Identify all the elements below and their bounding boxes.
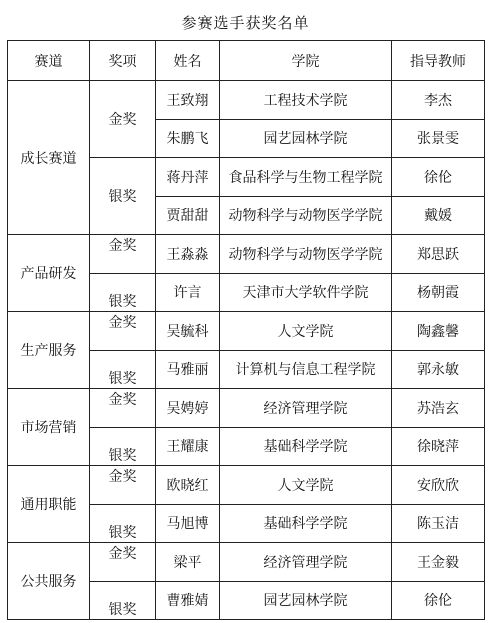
header-track: 赛道 [8, 41, 90, 81]
table-row [8, 312, 485, 351]
table-row [8, 543, 485, 582]
award-cell: 金奖 [90, 389, 156, 428]
track-cell: 生产服务 [8, 312, 90, 389]
name-cell: 王淼淼 [156, 235, 220, 274]
college-cell: 人文学院 [220, 466, 392, 505]
header-college: 学院 [220, 41, 392, 81]
award-cell: 银奖 [90, 581, 156, 620]
award-cell: 银奖 [90, 427, 156, 466]
header-advisor: 指导教师 [392, 41, 485, 81]
track-cell: 成长赛道 [8, 81, 90, 235]
name-cell: 梁平 [156, 543, 220, 582]
award-cell: 银奖 [90, 273, 156, 312]
table-row [8, 81, 485, 120]
college-cell: 经济管理学院 [220, 543, 392, 582]
college-cell: 园艺园林学院 [220, 119, 392, 158]
advisor-cell: 郑思跃 [392, 235, 485, 274]
college-cell: 经济管理学院 [220, 389, 392, 428]
college-cell: 工程技术学院 [220, 81, 392, 120]
award-cell: 银奖 [90, 504, 156, 543]
track-cell: 产品研发 [8, 235, 90, 312]
name-cell: 贾甜甜 [156, 196, 220, 235]
table-row [8, 235, 485, 274]
advisor-cell: 安欣欣 [392, 466, 485, 505]
table-row [8, 389, 485, 428]
college-cell: 食品科学与生物工程学院 [220, 158, 392, 197]
track-cell: 市场营销 [8, 389, 90, 466]
college-cell: 人文学院 [220, 312, 392, 351]
name-cell: 吴毓科 [156, 312, 220, 351]
advisor-cell: 王金毅 [392, 543, 485, 582]
advisor-cell: 徐伦 [392, 158, 485, 197]
header-row [8, 41, 485, 81]
table-row [8, 466, 485, 505]
award-cell: 金奖 [90, 81, 156, 158]
college-cell: 动物科学与动物医学学院 [220, 235, 392, 274]
advisor-cell: 杨朝霞 [392, 273, 485, 312]
award-cell: 银奖 [90, 350, 156, 389]
college-cell: 动物科学与动物医学学院 [220, 196, 392, 235]
name-cell: 曹雅婧 [156, 581, 220, 620]
page-title: 参赛选手获奖名单 [181, 14, 310, 32]
college-cell: 基础科学学院 [220, 427, 392, 466]
advisor-cell: 徐伦 [392, 581, 485, 620]
name-cell: 马旭博 [156, 504, 220, 543]
track-cell: 通用职能 [8, 466, 90, 543]
advisor-cell: 陶鑫馨 [392, 312, 485, 351]
advisor-cell: 郭永敏 [392, 350, 485, 389]
awards-table-body [8, 81, 485, 620]
advisor-cell: 戴媛 [392, 196, 485, 235]
header-award: 奖项 [90, 41, 156, 81]
name-cell: 蒋丹萍 [156, 158, 220, 197]
award-cell: 金奖 [90, 543, 156, 582]
award-cell: 银奖 [90, 158, 156, 235]
award-cell: 金奖 [90, 312, 156, 351]
advisor-cell: 李杰 [392, 81, 485, 120]
award-cell: 金奖 [90, 235, 156, 274]
advisor-cell: 张景雯 [392, 119, 485, 158]
name-cell: 王耀康 [156, 427, 220, 466]
college-cell: 天津市大学软件学院 [220, 273, 392, 312]
name-cell: 吴娉婷 [156, 389, 220, 428]
award-cell: 金奖 [90, 466, 156, 505]
advisor-cell: 徐晓萍 [392, 427, 485, 466]
name-cell: 马雅丽 [156, 350, 220, 389]
header-name: 姓名 [156, 41, 220, 81]
name-cell: 朱鹏飞 [156, 119, 220, 158]
name-cell: 许言 [156, 273, 220, 312]
college-cell: 园艺园林学院 [220, 581, 392, 620]
track-cell: 公共服务 [8, 543, 90, 620]
advisor-cell: 苏浩玄 [392, 389, 485, 428]
name-cell: 欧晓红 [156, 466, 220, 505]
college-cell: 基础科学学院 [220, 504, 392, 543]
name-cell: 王致翔 [156, 81, 220, 120]
advisor-cell: 陈玉洁 [392, 504, 485, 543]
awards-table [7, 40, 485, 620]
college-cell: 计算机与信息工程学院 [220, 350, 392, 389]
